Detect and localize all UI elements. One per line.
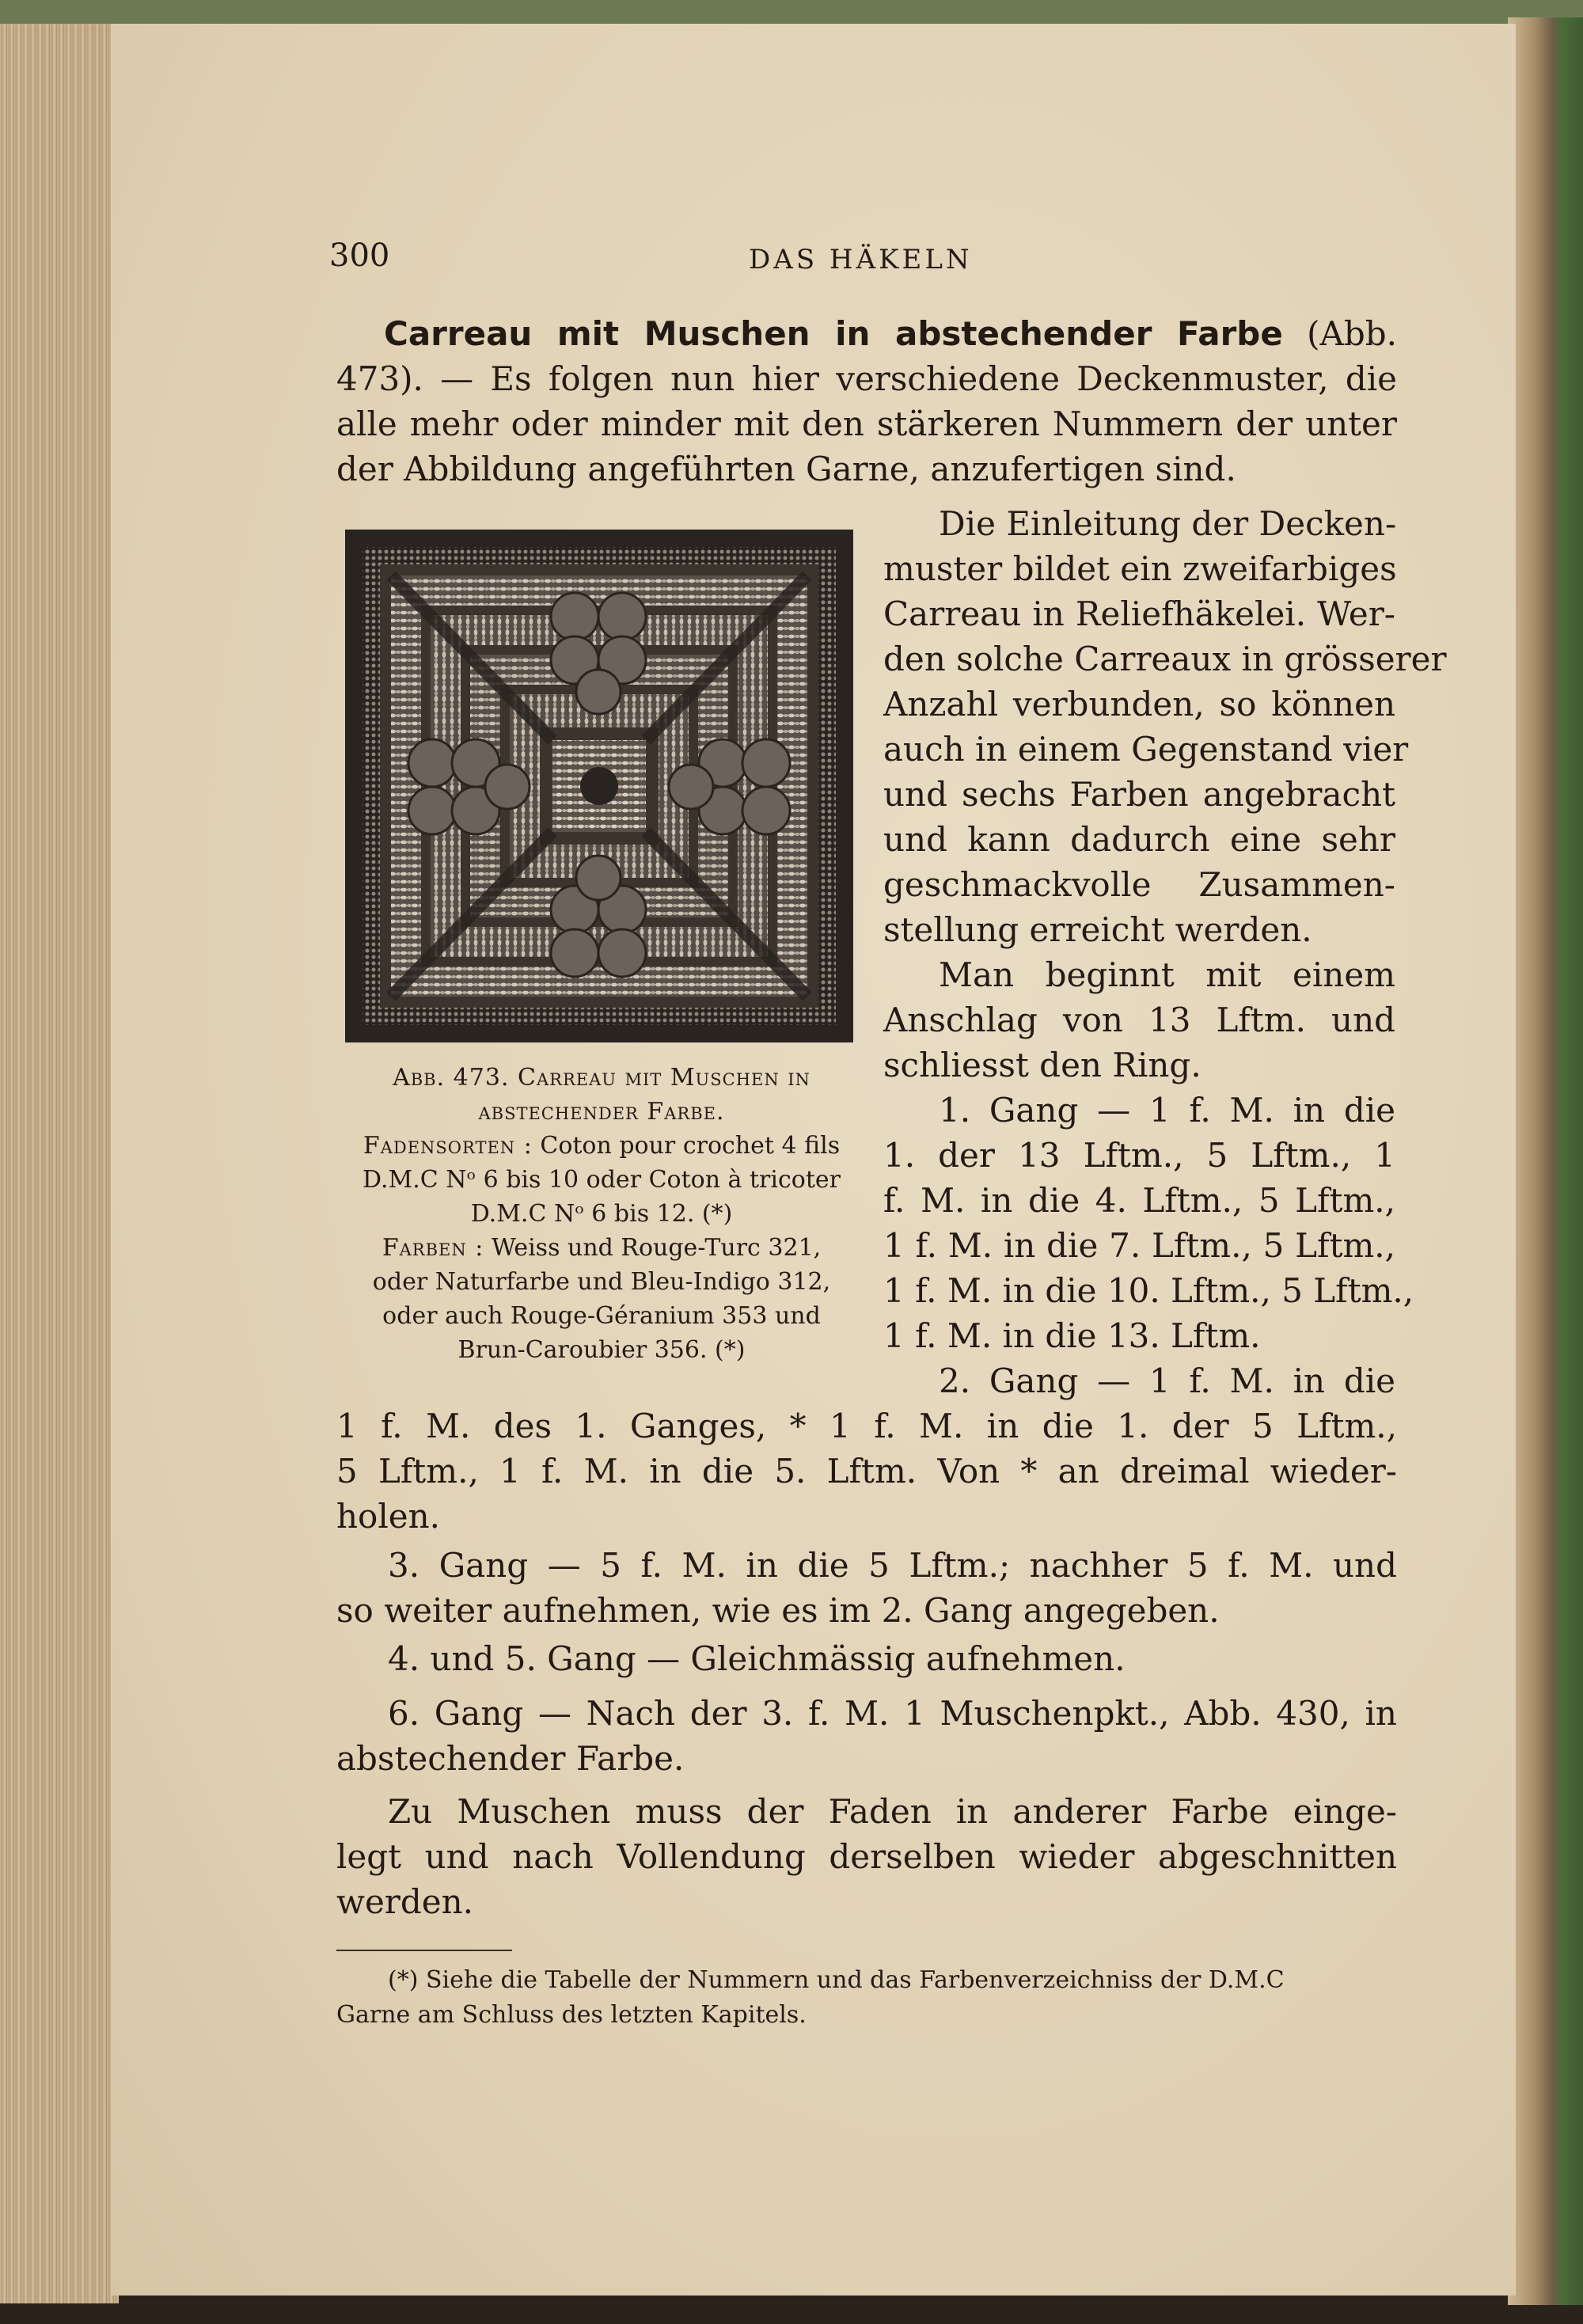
body-paragraph-5 <box>336 1789 1397 1924</box>
body-paragraph-1 <box>336 1403 1397 1539</box>
right-column <box>883 501 1447 1403</box>
rc-line-1: Die Einleitung der Decken- <box>939 504 1397 543</box>
caption-title-2: abstechender Farbe. <box>478 1098 725 1126</box>
rc-line-15: 1. der 13 Lftm., 5 Lftm., 1 <box>883 1136 1395 1175</box>
rc-line-12: Anschlag von 13 Lftm. und <box>883 1001 1395 1039</box>
colors-text-2: oder Naturfarbe und Bleu-Indigo 312, <box>372 1268 831 1296</box>
p4-line-2: abstechender Farbe. <box>336 1739 685 1778</box>
rc-line-14: 1. Gang — 1 f. M. in die <box>939 1091 1395 1130</box>
rc-line-16: f. M. in die 4. Lftm., 5 Lftm., <box>883 1181 1395 1220</box>
caption-colors <box>328 1231 875 1265</box>
colors-text-3: oder auch Rouge-Géranium 353 und <box>382 1302 821 1330</box>
p5-line-1: Zu Muschen muss der Faden in anderer Farbe einge- <box>388 1792 1397 1831</box>
rc-line-3: Carreau in Reliefhäkelei. Wer- <box>883 594 1395 633</box>
rc-line-18: 1 f. M. in die 10. Lftm., 5 Lftm., <box>883 1271 1414 1310</box>
running-title: DAS HÄKELN <box>749 244 973 275</box>
intro-paragraph <box>336 311 1397 492</box>
threads-text-2: D.M.C Nᵒ 6 bis 10 oder Coton à tricoter <box>363 1166 841 1194</box>
p1-line-1: 1 f. M. des 1. Ganges, * 1 f. M. in die 1. der 5 Lftm., <box>336 1407 1397 1445</box>
body-paragraph-4 <box>336 1691 1397 1781</box>
intro-line-1 <box>336 311 1397 356</box>
section-title: Carreau mit Muschen in abstechender Farbe <box>384 314 1283 353</box>
book-spine-right <box>1508 17 1583 2305</box>
rc-line-6: auch in einem Gegenstand vier <box>883 730 1409 769</box>
caption-threads <box>328 1129 875 1163</box>
body-paragraph-3 <box>336 1636 1397 1681</box>
threads-text-3: D.M.C Nᵒ 6 bis 12. (*) <box>470 1200 733 1228</box>
rc-line-2: muster bildet ein zweifarbiges <box>883 549 1397 588</box>
p2-line-2: so weiter aufnehmen, wie es im 2. Gang angegeben. <box>336 1591 1220 1630</box>
rc-line-9: geschmackvolle Zusammen- <box>883 865 1395 904</box>
p5-line-3: werden. <box>336 1882 474 1921</box>
intro-line-3: alle mehr oder minder mit den stärkeren Nummern der unter <box>336 404 1397 443</box>
rc-line-19: 1 f. M. in die 13. Lftm. <box>883 1316 1261 1355</box>
colors-text-1: Weiss und Rouge-Turc 321, <box>491 1234 822 1262</box>
crochet-square-illustration <box>345 530 853 1042</box>
p1-line-3: holen. <box>336 1497 441 1536</box>
rc-line-4: den solche Carreaux in grösserer <box>883 640 1447 678</box>
caption-title-1: Abb. 473. Carreau mit Muschen in <box>393 1064 810 1092</box>
intro-line-2: 473). — Es folgen nun hier verschiedene Deckenmuster, die <box>336 359 1397 398</box>
rc-line-11: Man beginnt mit einem <box>939 955 1395 994</box>
intro-line-4: der Abbildung angeführten Garne, anzufertigen sind. <box>336 450 1236 488</box>
rc-line-17: 1 f. M. in die 7. Lftm., 5 Lftm., <box>883 1226 1395 1265</box>
colors-text-4: Brun-Caroubier 356. (*) <box>457 1336 746 1364</box>
book-cover-top <box>0 0 1583 27</box>
threads-text-1: Coton pour crochet 4 fils <box>540 1132 841 1160</box>
p3-line-1: 4. und 5. Gang — Gleichmässig aufnehmen. <box>388 1639 1126 1678</box>
p5-line-2: legt und nach Vollendung derselben wieder abgeschnitten <box>336 1837 1397 1876</box>
page-number: 300 <box>329 237 390 274</box>
rc-line-20: 2. Gang — 1 f. M. in die <box>939 1361 1395 1400</box>
body-paragraph-2 <box>336 1543 1397 1633</box>
colors-label: Farben : <box>382 1234 484 1262</box>
intro-line-1-rest: (Abb. <box>1307 314 1397 353</box>
rc-line-8: und kann dadurch eine sehr <box>883 820 1395 859</box>
p1-line-2: 5 Lftm., 1 f. M. in die 5. Lftm. Von * an dreimal wieder- <box>336 1452 1397 1490</box>
p4-line-1: 6. Gang — Nach der 3. f. M. 1 Muschenpkt., Abb. 430, in <box>388 1694 1397 1733</box>
figure-caption <box>328 1061 875 1367</box>
footnote-line-2: Garne am Schluss des letzten Kapitels. <box>336 2001 807 2029</box>
page-edges-left <box>0 24 119 2303</box>
rc-line-10: stellung erreicht werden. <box>883 910 1312 949</box>
rc-line-13: schliesst den Ring. <box>883 1046 1201 1084</box>
rc-line-5: Anzahl verbunden, so können <box>883 685 1395 723</box>
footnote <box>336 1963 1401 2033</box>
footnote-line-1: (*) Siehe die Tabelle der Nummern und das Farbenverzeichniss der D.M.C <box>388 1966 1285 1994</box>
threads-label: Fadensorten : <box>363 1132 533 1160</box>
footnote-rule <box>336 1950 512 1951</box>
rc-line-7: und sechs Farben angebracht <box>883 775 1395 814</box>
p2-line-1: 3. Gang — 5 f. M. in die 5 Lftm.; nachher 5 f. M. und <box>388 1546 1397 1585</box>
crochet-square-figure <box>345 530 853 1042</box>
